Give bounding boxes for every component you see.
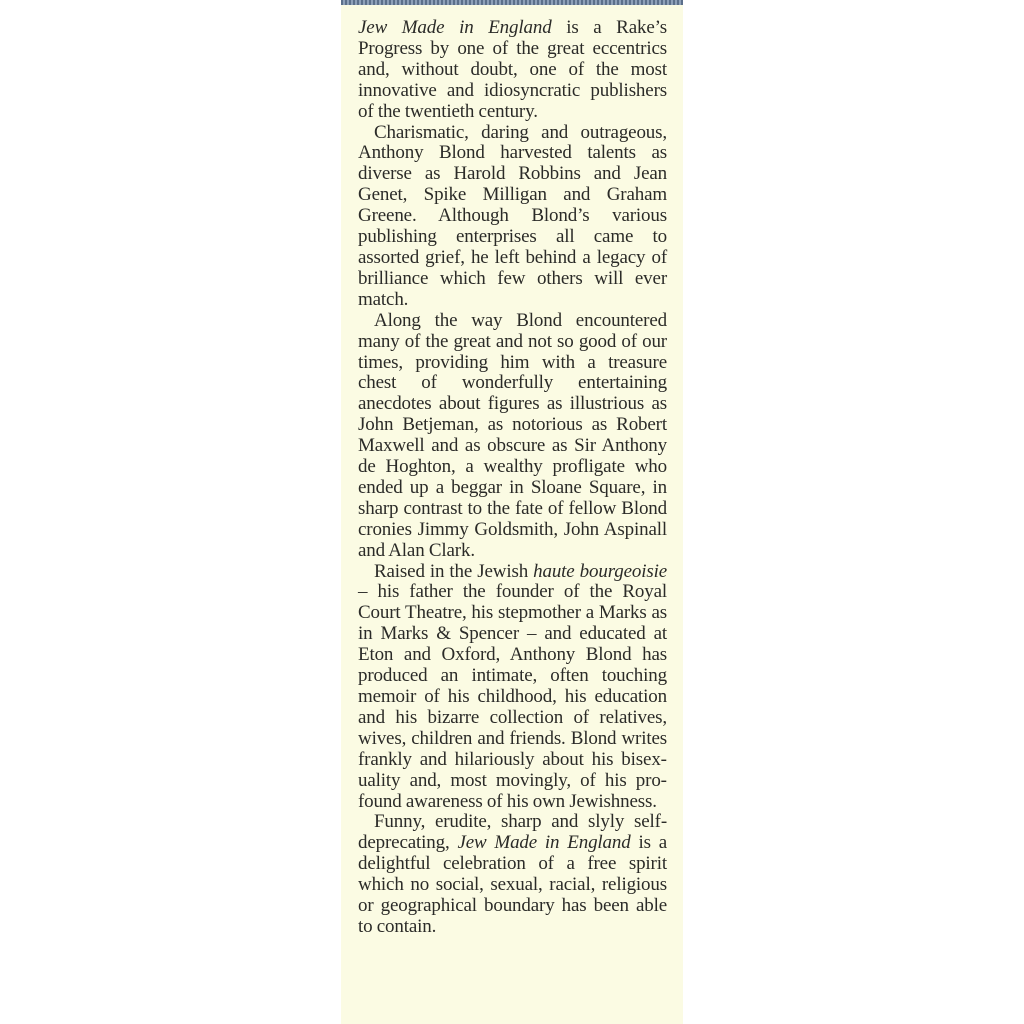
jacket-flap-panel (341, 0, 683, 1024)
paragraph-5-text-after: is a delightful celebration of a free spirit which no social, sexual, racial, religious or geographical boundary has been able to contain. (358, 832, 667, 937)
paragraph-5 (358, 812, 667, 937)
paragraph-4-italic-phrase: haute bourgeoisie (533, 560, 668, 582)
paragraph-4-text-after: – his father the founder of the Royal Court Theatre, his stepmother a Marks as in Marks & Spencer – and educated at Eton and Oxford, Anthony Blond has produced an intimate, often touching memoir of his childhood, his education and his bizarre collection of relatives, wives, children and friends. Blond writes frankly and hilariously about his bisexuality and, most movingly, of his profound awareness of his own Jewishness. (358, 581, 667, 812)
blurb-text-block (358, 18, 667, 938)
paragraph-3-text: Along the way Blond encountered many of the great and not so good of our times, providing him with a treasure chest of wonderfully entertaining anecdotes about figures as illustrious as John Betjeman, as notorious as Robert Maxwell and as obscure as Sir Anthony de Hoghton, a wealthy profligate who ended up a beggar in Sloane Square, in sharp contrast to the fate of fellow Blond cronies Jimmy Goldsmith, John Aspinall and Alan Clark. (358, 309, 667, 561)
paragraph-4 (358, 562, 667, 813)
book-title-italic: Jew Made in England (358, 17, 552, 38)
paragraph-2-text: Charismatic, daring and outrageous, Anthony Blond harvested talents as diverse as Harold Robbins and Jean Genet, Spike Milligan and Graham Greene. Although Blond’s various publishing enterprises all came to assorted grief, he left behind a legacy of brilliance which few others will ever match. (358, 121, 667, 310)
paragraph-1-text: is a Rake’s Progress by one of the great eccentrics and, without doubt, one of the most innovative and idiosyncratic publishers of the twentieth century. (358, 17, 667, 122)
top-border-strip (341, 0, 683, 5)
paragraph-1 (358, 18, 667, 123)
paragraph-5-text-before: Funny, erudite, sharp and slyly self-deprecating, (358, 811, 667, 854)
paragraph-5-book-title-italic: Jew Made in England (457, 832, 631, 854)
paragraph-3 (358, 311, 667, 562)
paragraph-2 (358, 123, 667, 311)
paragraph-4-text-before: Raised in the Jewish (374, 560, 534, 582)
